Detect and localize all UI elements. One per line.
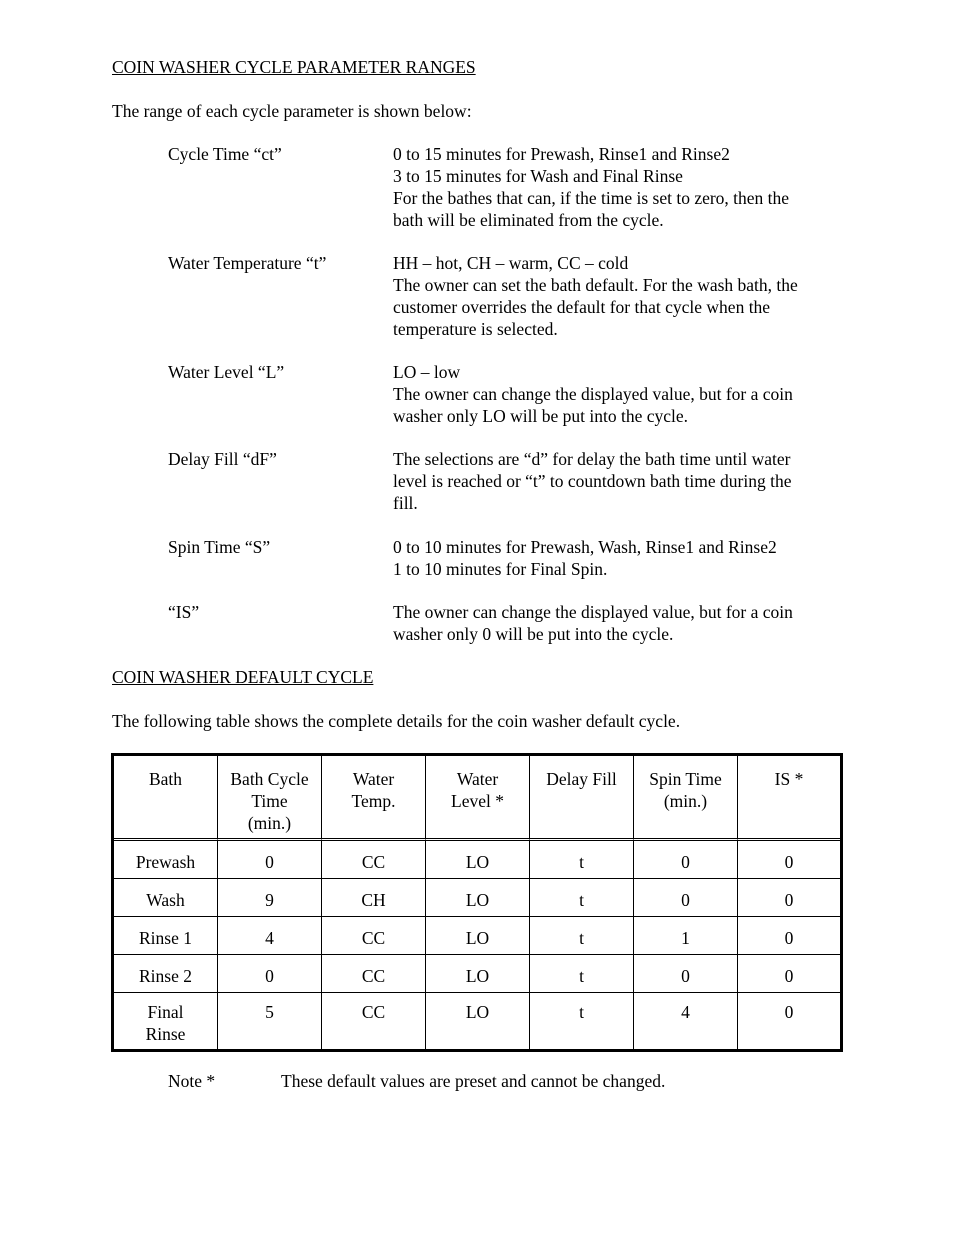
table-cell — [738, 993, 840, 1049]
parameter-description — [393, 143, 843, 231]
table-body — [114, 841, 840, 1049]
table-cell — [634, 917, 738, 955]
table-cell-text: 0 — [681, 890, 690, 910]
table-cell-text: 4 — [681, 1002, 690, 1022]
parameter-description-line: washer only LO will be put into the cycle. — [393, 406, 688, 426]
parameter-label: Delay Fill “dF” — [168, 449, 277, 469]
table-cell — [114, 993, 218, 1049]
table-header-row — [114, 756, 840, 841]
table-header-text: IS * — [774, 769, 804, 789]
table-cell-text: 5 — [265, 1002, 274, 1022]
table-cell-text: CC — [361, 966, 386, 986]
table-cell — [322, 841, 426, 879]
table-header-cell — [530, 756, 634, 841]
table-cell-text: 1 — [681, 928, 690, 948]
table-header-text: Time — [251, 791, 288, 811]
table-cell-text: Prewash — [135, 852, 196, 872]
table-cell-text: Rinse 2 — [139, 966, 192, 986]
table-cell-text: t — [579, 890, 584, 910]
table-cell — [322, 917, 426, 955]
table-cell — [114, 917, 218, 955]
parameter-description-line: The owner can set the bath default. For the wash bath, the — [393, 275, 798, 295]
parameter-description — [393, 536, 843, 580]
table-cell — [738, 841, 840, 879]
table-cell — [530, 955, 634, 993]
table-cell-text: t — [579, 966, 584, 986]
table-cell-text: 0 — [681, 852, 690, 872]
table-cell — [218, 841, 322, 879]
table-row — [114, 917, 840, 955]
parameter-description-line: bath will be eliminated from the cycle. — [393, 210, 664, 230]
table-row — [114, 993, 840, 1049]
table-cell — [114, 841, 218, 879]
parameter-description-line: LO – low — [393, 362, 461, 382]
parameter-label: Spin Time “S” — [168, 537, 271, 557]
table-cell — [738, 955, 840, 993]
table-cell — [738, 917, 840, 955]
table-cell-text: Final — [147, 1002, 184, 1022]
parameter-description-line: fill. — [393, 493, 418, 513]
parameter-description-line: The selections are “d” for delay the bath time until water — [393, 449, 791, 469]
table-cell — [634, 879, 738, 917]
parameter-description — [393, 252, 843, 340]
parameter-label: Cycle Time “ct” — [168, 144, 282, 164]
table-cell — [218, 917, 322, 955]
note-label: Note * — [168, 1071, 216, 1091]
table-cell-text: LO — [465, 1002, 490, 1022]
table-cell-text: CC — [361, 928, 386, 948]
table-cell — [634, 841, 738, 879]
section-heading-parameter-ranges: COIN WASHER CYCLE PARAMETER RANGES — [112, 57, 476, 77]
table-header-cell — [322, 756, 426, 841]
table-cell-text: 0 — [265, 852, 274, 872]
table-cell-text: CC — [361, 852, 386, 872]
table-cell-text: LO — [465, 852, 490, 872]
table-cell-text: 0 — [784, 966, 794, 986]
table-cell — [426, 993, 530, 1049]
table-header-cell — [114, 756, 218, 841]
table-cell — [426, 917, 530, 955]
parameter-label: “IS” — [168, 602, 200, 622]
table-cell-text: 4 — [265, 928, 274, 948]
table-cell-text: t — [579, 1002, 584, 1022]
parameter-description-line: HH – hot, CH – warm, CC – cold — [393, 253, 629, 273]
parameter-description-line: For the bathes that can, if the time is set to zero, then the — [393, 188, 790, 208]
parameter-description-line: 0 to 15 minutes for Prewash, Rinse1 and Rinse2 — [393, 144, 730, 164]
table-cell — [530, 917, 634, 955]
parameter-description-line: 3 to 15 minutes for Wash and Final Rinse — [393, 166, 683, 186]
section-heading-default-cycle: COIN WASHER DEFAULT CYCLE — [112, 667, 374, 687]
table-cell-text: t — [579, 852, 584, 872]
parameter-label: Water Level “L” — [168, 362, 285, 382]
parameter-description-line: temperature is selected. — [393, 319, 558, 339]
parameter-description-line: 1 to 10 minutes for Final Spin. — [393, 559, 608, 579]
table-cell — [426, 841, 530, 879]
parameter-description-line: washer only 0 will be put into the cycle. — [393, 624, 674, 644]
table-cell — [218, 879, 322, 917]
table-cell-text: 0 — [784, 1002, 794, 1022]
table-cell — [114, 955, 218, 993]
table-header-text: Bath Cycle — [230, 769, 309, 789]
table-cell-text: LO — [465, 966, 490, 986]
table-row — [114, 955, 840, 993]
parameter-description-line: customer overrides the default for that cycle when the — [393, 297, 771, 317]
table-header-text: Bath — [148, 769, 183, 789]
parameter-description-line: 0 to 10 minutes for Prewash, Wash, Rinse1 and Rinse2 — [393, 537, 777, 557]
table-cell-text: CH — [361, 890, 386, 910]
table-header-text: (min.) — [247, 813, 292, 833]
table-cell — [426, 879, 530, 917]
table-cell — [322, 879, 426, 917]
table-cell-text: Rinse 1 — [139, 928, 192, 948]
parameter-description — [393, 601, 843, 645]
table-header-text: Water — [352, 769, 395, 789]
table-cell-text: LO — [465, 928, 490, 948]
table-header-text: Water — [456, 769, 499, 789]
table-cell-text: 0 — [265, 966, 274, 986]
table-cell-text: CC — [361, 1002, 386, 1022]
table-cell — [634, 993, 738, 1049]
table-cell — [530, 993, 634, 1049]
table-cell — [218, 993, 322, 1049]
table-cell — [530, 879, 634, 917]
table-cell-text: t — [579, 928, 584, 948]
table-cell — [530, 841, 634, 879]
table-header-text: (min.) — [663, 791, 708, 811]
table-cell — [634, 955, 738, 993]
table-header-text: Delay Fill — [546, 769, 617, 789]
parameter-description — [393, 448, 843, 514]
parameter-description — [393, 361, 843, 427]
table-cell-text: 0 — [681, 966, 690, 986]
table-row — [114, 841, 840, 879]
table-header-cell — [426, 756, 530, 841]
table-cell — [426, 955, 530, 993]
parameter-description-line: level is reached or “t” to countdown bath time during the — [393, 471, 792, 491]
table-cell-text: Wash — [146, 890, 185, 910]
table-cell — [322, 993, 426, 1049]
table-header-text: Level * — [451, 791, 504, 811]
parameter-description-line: The owner can change the displayed value, but for a coin — [393, 602, 793, 622]
table-cell-text: 9 — [265, 890, 274, 910]
default-cycle-table — [111, 753, 843, 1052]
parameter-description-line: The owner can change the displayed value, but for a coin — [393, 384, 793, 404]
table-cell-text: 0 — [784, 890, 794, 910]
table-cell-text: 0 — [784, 928, 794, 948]
table-cell — [322, 955, 426, 993]
table-cell — [218, 955, 322, 993]
table-cell — [114, 879, 218, 917]
table-header-cell — [634, 756, 738, 841]
table-row — [114, 879, 840, 917]
parameter-ranges-intro: The range of each cycle parameter is shown below: — [112, 101, 472, 121]
table-header-text: Spin Time — [649, 769, 722, 789]
table-header-cell — [738, 756, 840, 841]
parameter-label: Water Temperature “t” — [168, 253, 327, 273]
default-cycle-intro: The following table shows the complete details for the coin washer default cycle. — [112, 711, 681, 731]
table-cell-text: 0 — [784, 852, 794, 872]
table-cell-text: LO — [465, 890, 490, 910]
table-cell — [738, 879, 840, 917]
table-header-text: Temp. — [351, 791, 396, 811]
note-text: These default values are preset and cannot be changed. — [281, 1071, 666, 1091]
table-header-cell — [218, 756, 322, 841]
table-cell-text: Rinse — [145, 1024, 186, 1044]
